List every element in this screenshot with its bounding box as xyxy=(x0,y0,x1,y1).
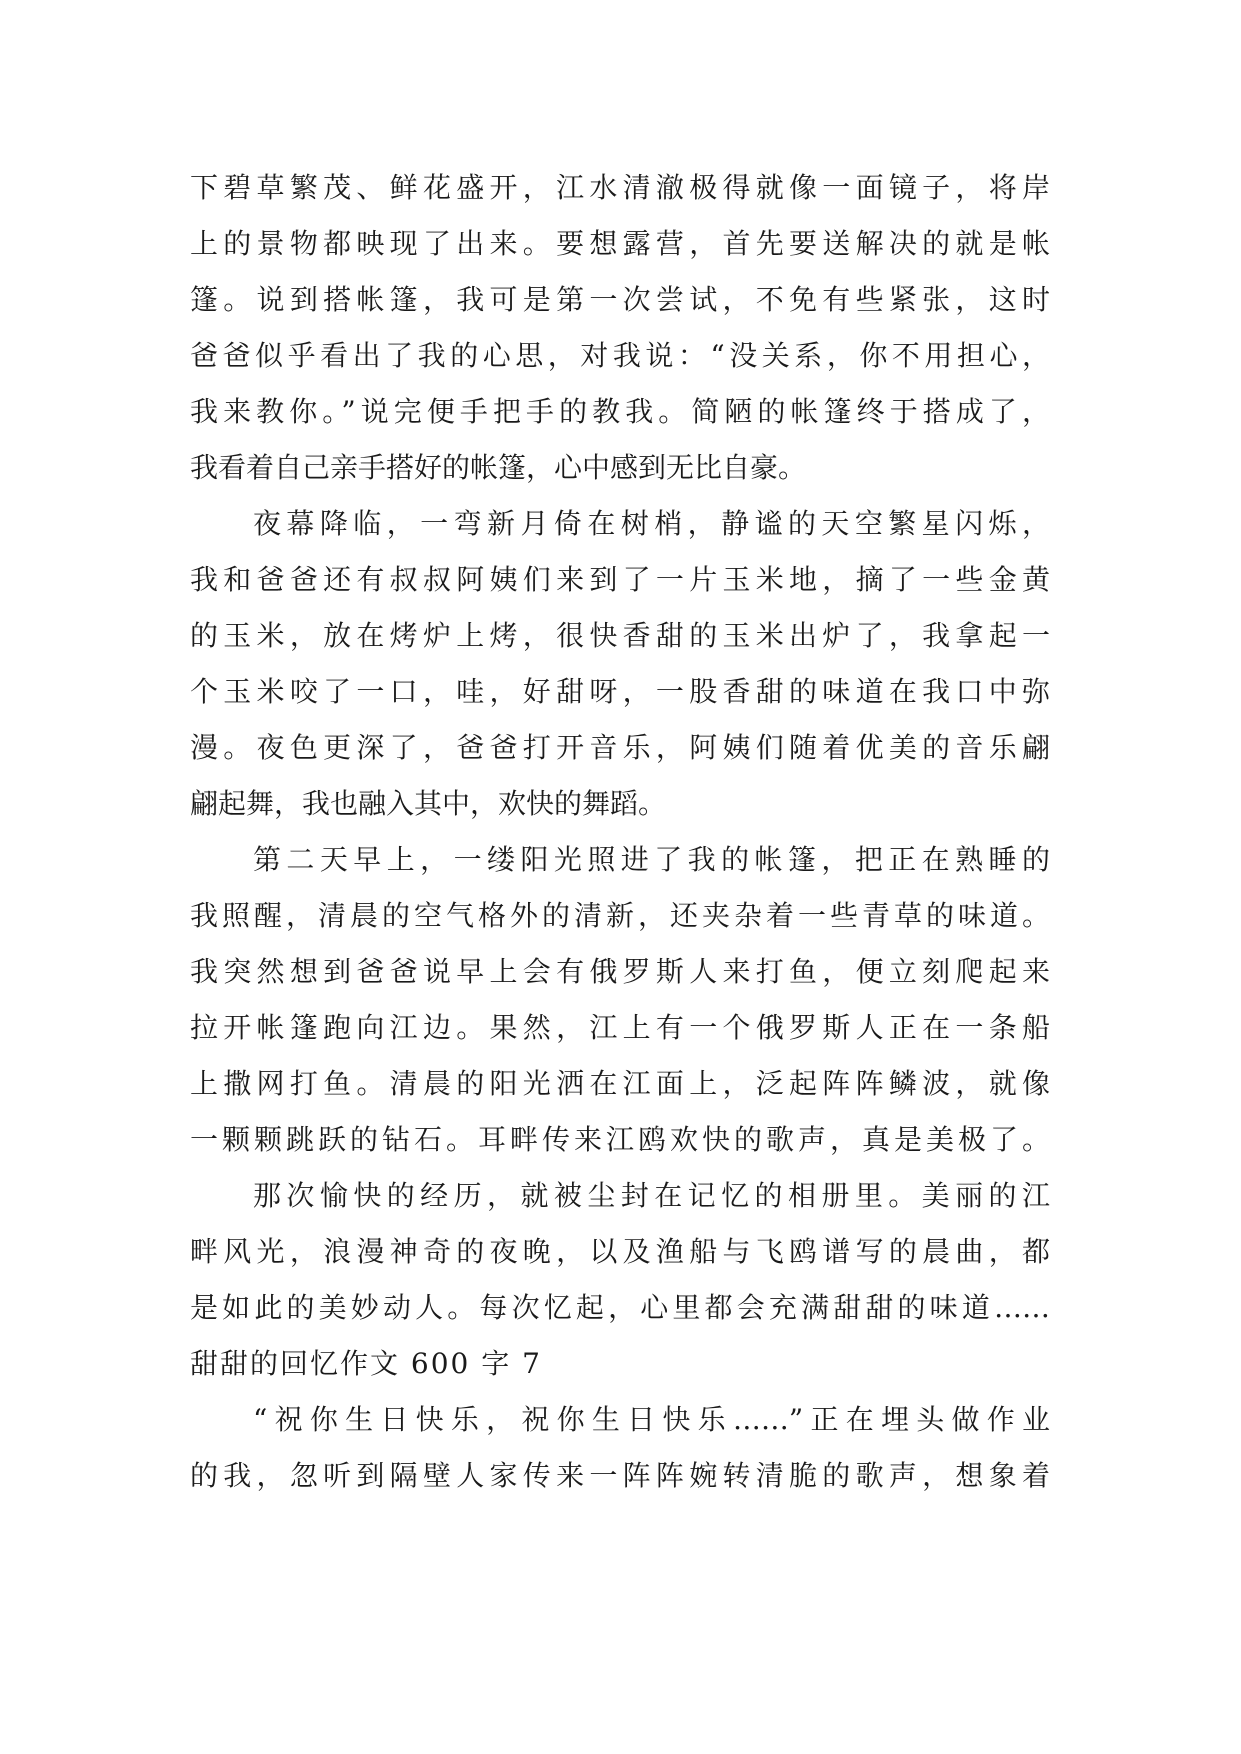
text-line: 上的景物都映现了出来。要想露营，首先要送解决的就是帐 xyxy=(190,227,1050,260)
text-line: 我来教你。”说完便手把手的教我。简陋的帐篷终于搭成了， xyxy=(190,395,1050,428)
text-line: 下碧草繁茂、鲜花盛开，江水清澈极得就像一面镜子，将岸 xyxy=(190,171,1050,204)
text-line: 一颗颗跳跃的钻石。耳畔传来江鸥欢快的歌声，真是美极了。 xyxy=(190,1123,1050,1156)
text-line: 的我，忽听到隔壁人家传来一阵阵婉转清脆的歌声，想象着 xyxy=(190,1459,1050,1492)
text-line: 我照醒，清晨的空气格外的清新，还夹杂着一些青草的味道。 xyxy=(190,899,1050,932)
text-line: 拉开帐篷跑向江边。果然，江上有一个俄罗斯人正在一条船 xyxy=(190,1011,1050,1044)
text-line: 爸爸似乎看出了我的心思，对我说：“没关系，你不用担心， xyxy=(190,339,1050,372)
text-line: 第二天早上，一缕阳光照进了我的帐篷，把正在熟睡的 xyxy=(253,843,1050,876)
essay-text xyxy=(190,160,1050,1504)
text-line: 个玉米咬了一口，哇，好甜呀，一股香甜的味道在我口中弥 xyxy=(190,675,1050,708)
paragraph xyxy=(190,1168,1050,1336)
text-line: 夜幕降临，一弯新月倚在树梢，静谧的天空繁星闪烁， xyxy=(253,507,1050,540)
text-line: 我突然想到爸爸说早上会有俄罗斯人来打鱼，便立刻爬起来 xyxy=(190,955,1050,988)
text-line: 畔风光，浪漫神奇的夜晚，以及渔船与飞鸥谱写的晨曲，都 xyxy=(190,1235,1050,1268)
text-line: 篷。说到搭帐篷，我可是第一次尝试，不免有些紧张，这时 xyxy=(190,283,1050,316)
text-line: 漫。夜色更深了，爸爸打开音乐，阿姨们随着优美的音乐翩 xyxy=(190,731,1050,764)
text-line: 翩起舞，我也融入其中，欢快的舞蹈。 xyxy=(190,787,667,820)
text-line: “祝你生日快乐，祝你生日快乐……”正在埋头做作业 xyxy=(253,1403,1050,1436)
text-line: 是如此的美妙动人。每次忆起，心里都会充满甜甜的味道…… xyxy=(190,1291,1050,1324)
text-line: 我看着自己亲手搭好的帐篷，心中感到无比自豪。 xyxy=(190,451,807,484)
paragraph xyxy=(190,1392,1050,1504)
heading-text: 甜甜的回忆作文 600 字 7 xyxy=(190,1347,542,1380)
text-line: 的玉米，放在烤炉上烤，很快香甜的玉米出炉了，我拿起一 xyxy=(190,619,1050,652)
text-line: 上撒网打鱼。清晨的阳光洒在江面上，泛起阵阵鳞波，就像 xyxy=(190,1067,1050,1100)
paragraph xyxy=(190,496,1050,832)
paragraph xyxy=(190,832,1050,1168)
paragraph xyxy=(190,160,1050,496)
text-line: 我和爸爸还有叔叔阿姨们来到了一片玉米地，摘了一些金黄 xyxy=(190,563,1050,596)
text-line: 那次愉快的经历，就被尘封在记忆的相册里。美丽的江 xyxy=(253,1179,1050,1212)
section-heading xyxy=(190,1336,1050,1392)
